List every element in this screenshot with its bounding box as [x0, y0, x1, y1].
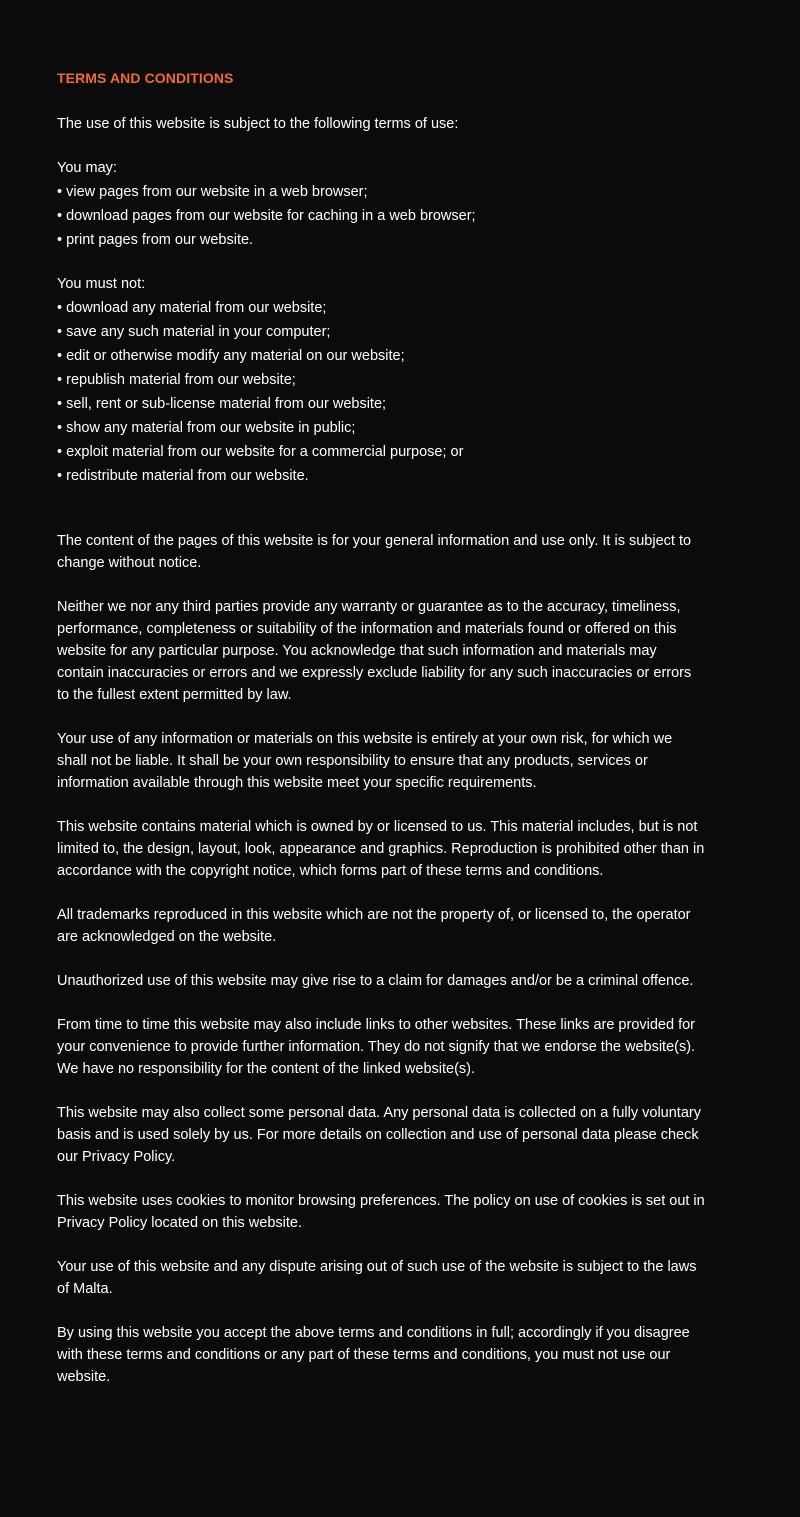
list-item: • show any material from our website in public;	[57, 416, 705, 440]
risk-paragraph: Your use of any information or materials on this website is entirely at your own risk, for which we shall not be liable. It shall be your own responsibility to ensure that any products, services or information available through this website meet your specific requirements.	[57, 731, 673, 791]
prohibited-uses-section	[57, 272, 705, 488]
list-item: • print pages from our website.	[57, 228, 705, 252]
unauthorized-use-paragraph: Unauthorized use of this website may give rise to a claim for damages and/or be a criminal offence.	[57, 973, 694, 989]
list-item: • republish material from our website;	[57, 368, 705, 392]
list-item: • redistribute material from our website.	[57, 464, 705, 488]
permitted-uses-heading: You may:	[57, 160, 117, 176]
list-item: • edit or otherwise modify any material on our website;	[57, 344, 705, 368]
content-disclaimer-paragraph: The content of the pages of this website is for your general information and use only. It is subject to change without notice.	[57, 533, 692, 571]
ownership-paragraph: This website contains material which is owned by or licensed to us. This material includes, but is not limited to, the design, layout, look, appearance and graphics. Reproduction is prohibited other than in accordance with the copyright notice, which forms part of these terms and conditions.	[57, 819, 705, 879]
list-item: • save any such material in your computer;	[57, 320, 705, 344]
trademarks-paragraph: All trademarks reproduced in this website which are not the property of, or licensed to, the operator are acknowledged on the website.	[57, 907, 691, 945]
page-title: TERMS AND CONDITIONS	[57, 70, 234, 86]
external-links-paragraph: From time to time this website may also include links to other websites. These links are provided for your convenience to provide further information. They do not signify that we endorse the website(s). We have no responsibility for the content of the linked website(s).	[57, 1017, 696, 1077]
personal-data-paragraph: This website may also collect some personal data. Any personal data is collected on a fully voluntary basis and is used solely by us. For more details on collection and use of personal data please check our Privacy Policy.	[57, 1105, 701, 1165]
cookies-paragraph: This website uses cookies to monitor browsing preferences. The policy on use of cookies is set out in Privacy Policy located on this website.	[57, 1193, 705, 1231]
list-item: • download pages from our website for caching in a web browser;	[57, 204, 705, 228]
list-item: • view pages from our website in a web browser;	[57, 180, 705, 204]
permitted-uses-section	[57, 156, 705, 252]
acceptance-paragraph: By using this website you accept the above terms and conditions in full; accordingly if you disagree with these terms and conditions or any part of these terms and conditions, you must not use our website.	[57, 1325, 690, 1385]
permitted-uses-list	[57, 180, 705, 252]
jurisdiction-paragraph: Your use of this website and any dispute arising out of such use of the website is subject to the laws of Malta.	[57, 1259, 697, 1297]
list-item: • sell, rent or sub-license material from our website;	[57, 392, 705, 416]
intro-text: The use of this website is subject to the following terms of use:	[57, 116, 459, 132]
warranty-paragraph: Neither we nor any third parties provide any warranty or guarantee as to the accuracy, timeliness, performance, completeness or suitability of the information and materials found or offered on this website for any particular purpose. You acknowledge that such information and materials may contain inaccuracies or errors and we expressly exclude liability for any such inaccuracies or errors to the fullest extent permitted by law.	[57, 599, 692, 703]
list-item: • exploit material from our website for a commercial purpose; or	[57, 440, 705, 464]
list-item: • download any material from our website;	[57, 296, 705, 320]
prohibited-uses-heading: You must not:	[57, 276, 146, 292]
prohibited-uses-list	[57, 296, 705, 488]
terms-content	[57, 68, 705, 1410]
